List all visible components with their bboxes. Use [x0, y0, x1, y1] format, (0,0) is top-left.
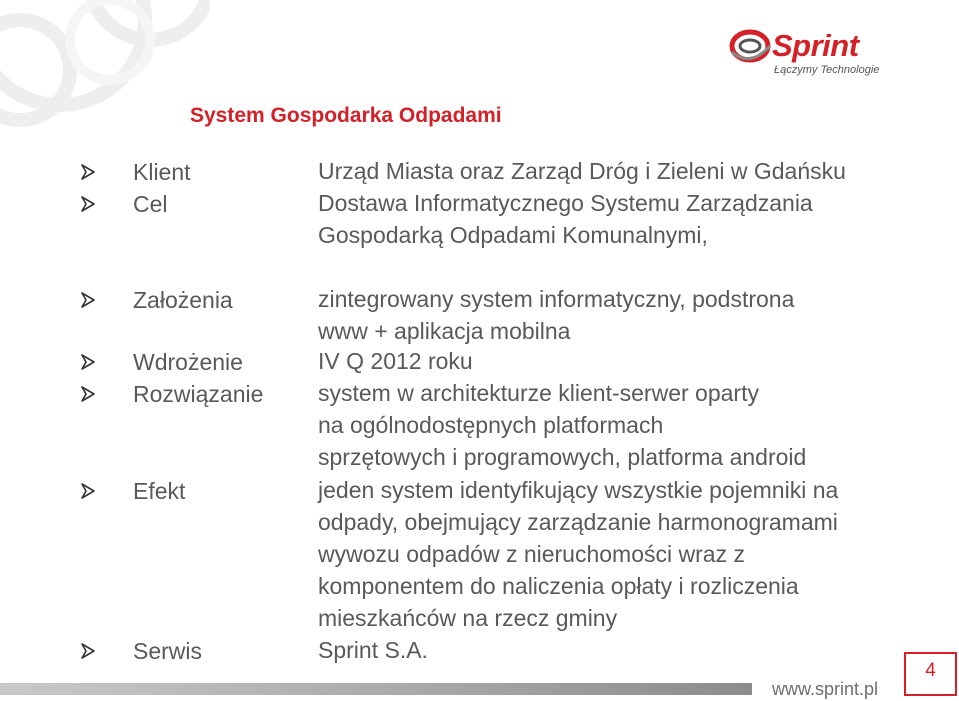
item-value: system w architekturze klient-serwer oparty [318, 380, 759, 406]
bullet-arrow-icon [80, 643, 96, 659]
item-value: Sprint S.A. [318, 637, 428, 663]
bullet-arrow-icon [80, 292, 96, 308]
item-value: jeden system identyfikujący wszystkie pojemniki na [318, 477, 839, 503]
item-value: sprzętowych i programowych, platforma android [318, 444, 807, 470]
item-value: Urząd Miasta oraz Zarząd Dróg i Zieleni w Gdańsku [318, 158, 846, 184]
list-item [0, 283, 959, 344]
page-number-box [904, 652, 957, 696]
item-label: Wdrożenie [133, 349, 243, 375]
list-item [0, 345, 959, 379]
item-label: Serwis [133, 638, 203, 664]
logo-wordmark: Sprint [772, 28, 859, 63]
footer-bar [0, 683, 752, 695]
item-label: Klient [133, 159, 191, 185]
item-value: Gospodarką Odpadami Komunalnymi, [318, 222, 708, 248]
logo-tagline: Łączymy Technologie [774, 64, 880, 76]
item-label: Założenia [133, 287, 233, 313]
sprint-logo [728, 24, 898, 84]
bullet-arrow-icon [80, 483, 96, 499]
item-label: Efekt [133, 478, 186, 504]
item-value: na ogólnodostępnych platformach [318, 412, 664, 438]
item-value: www + aplikacja mobilna [318, 318, 571, 344]
item-value: zintegrowany system informatyczny, podstrona [318, 286, 795, 312]
bullet-arrow-icon [80, 386, 96, 402]
item-value: wywozu odpadów z nieruchomości wraz z [318, 541, 745, 567]
slide-title: System Gospodarka Odpadami [190, 104, 502, 127]
page-number: 4 [925, 660, 936, 681]
item-value: komponentem do naliczenia opłaty i rozliczenia [318, 573, 799, 599]
footer-url: www.sprint.pl [772, 679, 879, 699]
item-value: mieszkańców na rzecz gminy [318, 605, 618, 631]
bullet-arrow-icon [80, 354, 96, 370]
list-item [0, 377, 959, 470]
list-item [0, 155, 959, 189]
item-value: Dostawa Informatycznego Systemu Zarządzania [318, 190, 813, 216]
logo-mark-icon [728, 24, 776, 72]
list-item [0, 634, 959, 668]
item-value: odpady, obejmujący zarządzanie harmonogramami [318, 509, 838, 535]
item-label: Cel [133, 191, 168, 217]
bullet-arrow-icon [80, 164, 96, 180]
decorative-circles [0, 0, 210, 130]
item-value: IV Q 2012 roku [318, 348, 473, 374]
bullet-arrow-icon [80, 196, 96, 212]
item-label: Rozwiązanie [133, 381, 264, 407]
list-item [0, 474, 959, 631]
list-item [0, 187, 959, 248]
